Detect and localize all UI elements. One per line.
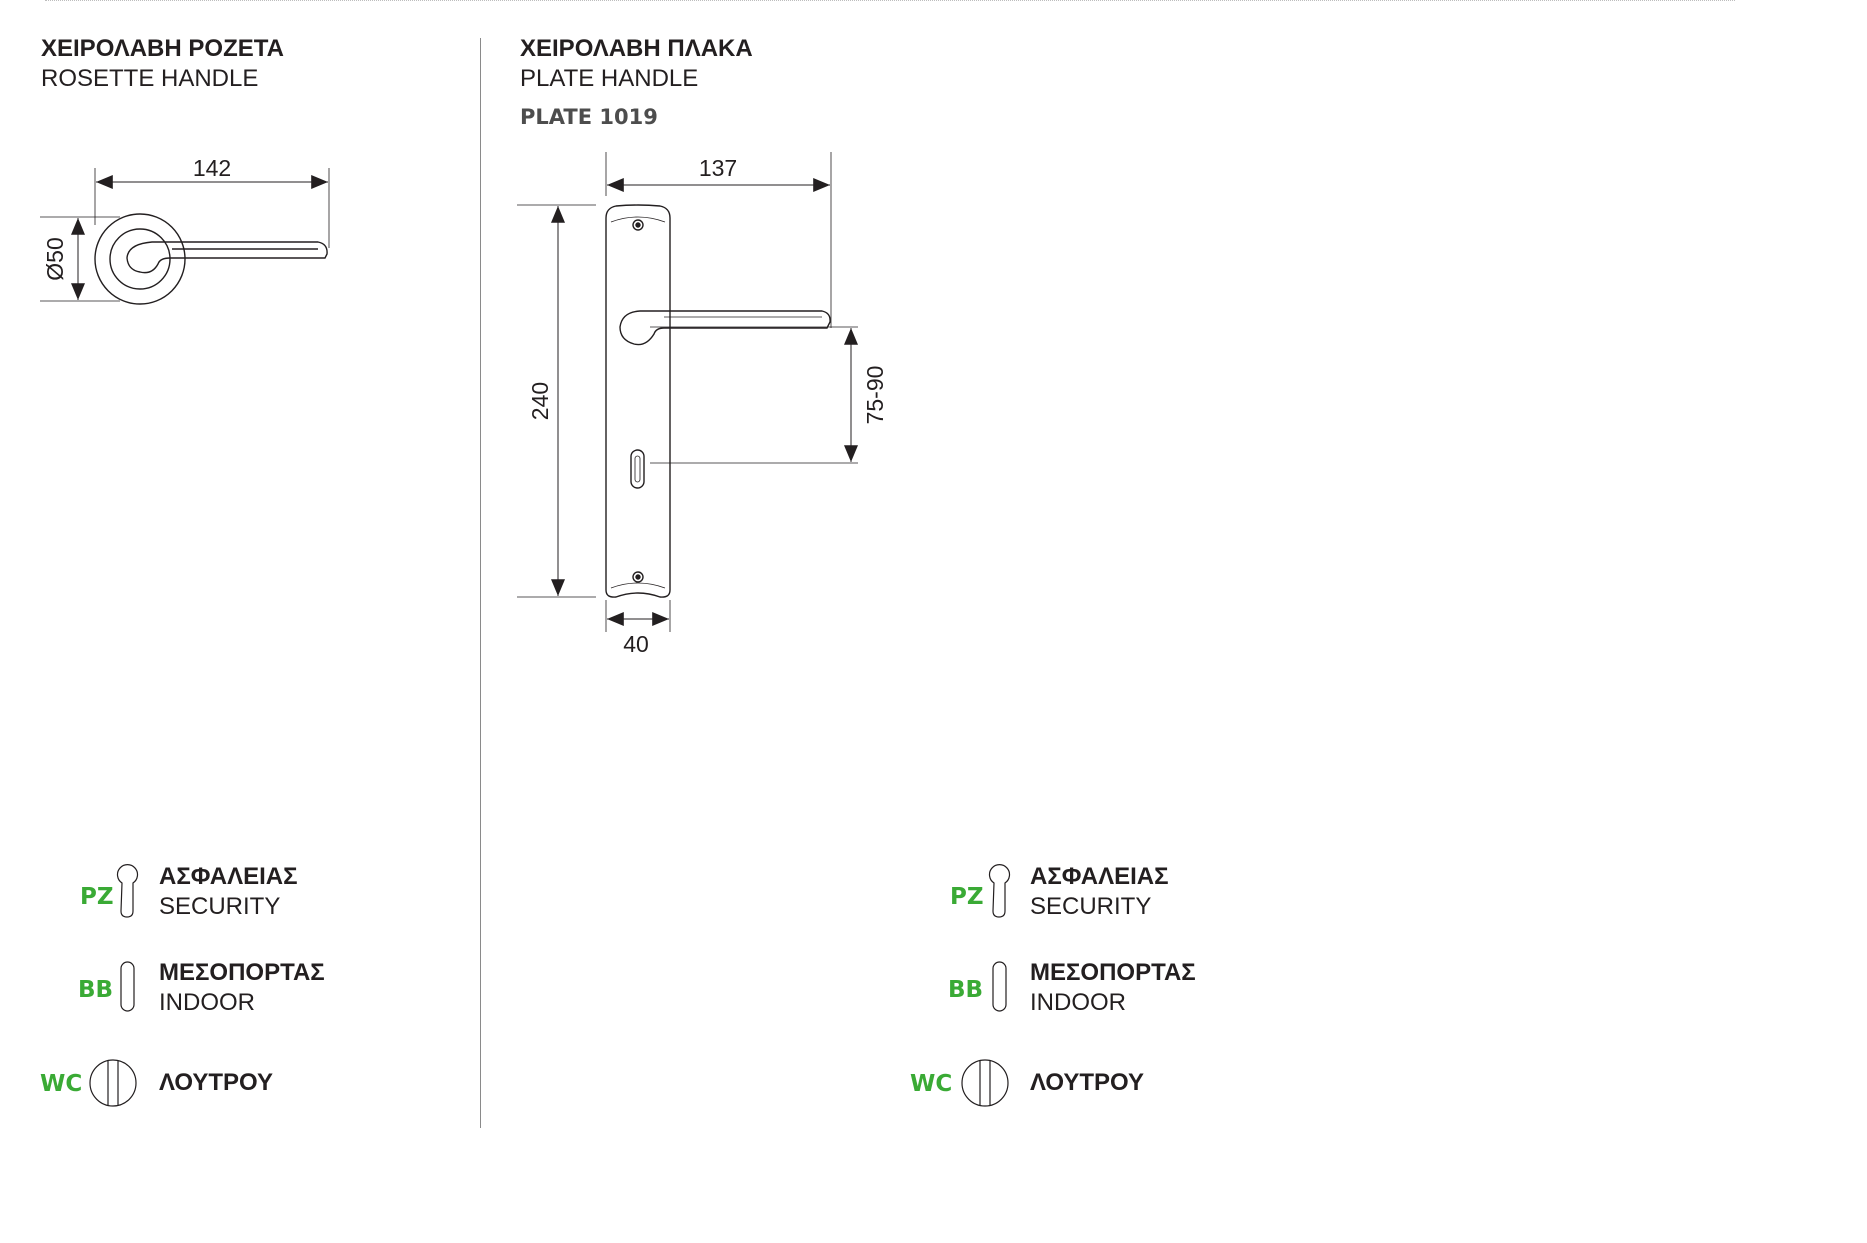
- legend-security-subtitle: SECURITY: [1030, 893, 1152, 920]
- plate-plate-width-label: 40: [623, 631, 649, 657]
- legend-code-wc: WC: [910, 1071, 953, 1097]
- legend-wc-title: ΛΟΥΤΡΟΥ: [159, 1069, 274, 1096]
- legend-indoor-title: ΜΕΣΟΠΟΡΤΑΣ: [159, 959, 325, 986]
- plate-width-label: 137: [698, 155, 738, 181]
- legend-security-subtitle: SECURITY: [159, 893, 281, 920]
- euro-cylinder-keyhole-icon: [118, 865, 138, 917]
- plate-title: ΧΕΙΡΟΛΑΒΗ ΠΛΑΚΑ: [520, 35, 753, 62]
- wc-turn-disc-icon: [962, 1060, 1008, 1106]
- plate-subtitle: PLATE HANDLE: [520, 65, 699, 92]
- legend-code-pz: PZ: [80, 884, 114, 910]
- legend-wc-title: ΛΟΥΤΡΟΥ: [1030, 1069, 1145, 1096]
- wc-turn-disc-icon: [90, 1060, 136, 1106]
- rosette-title: ΧΕΙΡΟΛΑΒΗ ΡΟΖΕΤΑ: [41, 35, 284, 62]
- legend-indoor-subtitle: INDOOR: [159, 989, 255, 1016]
- rosette-width-label: 142: [192, 155, 232, 181]
- legend-security-title: ΑΣΦΑΛΕΙΑΣ: [159, 863, 298, 890]
- legend-code-bb: BB: [948, 977, 984, 1003]
- legend-indoor-title: ΜΕΣΟΠΟΡΤΑΣ: [1030, 959, 1196, 986]
- legend-code-bb: BB: [78, 977, 114, 1003]
- plate-handle-drawing: [517, 152, 858, 632]
- legend-code-pz: PZ: [950, 884, 984, 910]
- rosette-subtitle: ROSETTE HANDLE: [41, 65, 259, 92]
- rosette-handle-drawing: [40, 168, 329, 304]
- rosette-diameter-label: Ø50: [42, 237, 68, 281]
- bit-key-slot-icon: [993, 962, 1006, 1011]
- plate-model: PLATE 1019: [520, 105, 658, 129]
- plate-height-label: 240: [527, 381, 553, 421]
- legend-security-title: ΑΣΦΑΛΕΙΑΣ: [1030, 863, 1169, 890]
- plate-centers-label: 75-90: [862, 365, 888, 425]
- legend-indoor-subtitle: INDOOR: [1030, 989, 1126, 1016]
- legend-code-wc: WC: [40, 1071, 83, 1097]
- euro-cylinder-keyhole-icon: [989, 865, 1009, 917]
- bit-key-slot-icon: [121, 962, 134, 1011]
